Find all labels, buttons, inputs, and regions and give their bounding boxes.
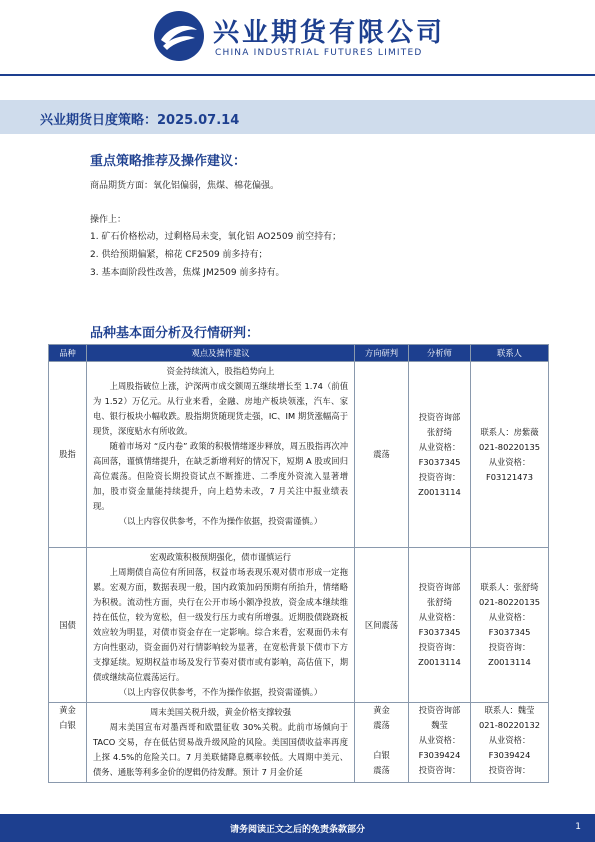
cell-line: 投资咨询： (488, 642, 531, 652)
opinion-title: 周末美国关税升级，黄金价格支撑较强 (149, 707, 292, 717)
cell-line: F3037345 (418, 627, 461, 637)
table-row (49, 362, 549, 548)
variety-cell: 股指 (49, 362, 87, 548)
cell-line: F3037345 (418, 456, 461, 467)
cell-line: F3039424 (488, 750, 531, 760)
page-footer (0, 814, 595, 842)
cell-line: 从业资格： (488, 456, 531, 467)
opinion-cell (87, 703, 355, 783)
table-row (49, 548, 549, 703)
opinion-paragraph: 上周股指破位上涨，沪深两市成交额周五继续增长至 1.74（前值为 1.52）万亿元。从行业来看，金融、房地产板块领涨，汽车、家电、银行板块小幅收跌。股指期货随现货走强，IC、IM 期货涨幅高于现货，深度贴水有所收敛。 (93, 381, 348, 436)
cell-line: 联系人：魏莹 (484, 705, 535, 715)
variety-cell: 国债 (49, 548, 87, 703)
company-logo-icon (153, 10, 205, 62)
cell-line: 021-80220135 (478, 597, 541, 607)
cell-line: F3039424 (418, 750, 461, 760)
contact-cell (471, 703, 549, 783)
operation-item: 3. 基本面阶段性改善，焦煤 JM2509 前多持有。 (90, 268, 285, 278)
opinion-paragraph: 周末美国宣布对墨西哥和欧盟征收 30%关税。此前市场倾向于 TACO 交易，存在低估贸易战升级风险的风险。美国国债收益率再度上探 4.5%的危险关口。7 月美联储降息概率较低。大周期中美元、债务、通胀等利多金价的逻辑仍待发酵。预计 7 月金价延 (93, 722, 348, 777)
direction-cell: 黄金 震荡 白银 震荡 (355, 703, 409, 783)
contact-cell (471, 548, 549, 703)
direction-cell: 区间震荡 (355, 548, 409, 703)
cell-line: 投资咨询部 (418, 705, 461, 715)
cell-line: 从业资格： (418, 735, 461, 745)
variety-cell: 黄金 白银 (49, 703, 87, 783)
cell-line: F03121473 (485, 471, 533, 482)
column-header: 分析师 (409, 345, 471, 362)
column-header: 联系人 (471, 345, 549, 362)
opinion-title: 宏观政策积极预期强化，债市谨慎运行 (149, 552, 292, 562)
cell-line: 投资咨询： (418, 471, 461, 482)
column-header: 方向研判 (355, 345, 409, 362)
opinion-paragraph: 上周期债自高位有所回落，权益市场表现乐观对债市形成一定拖累。宏观方面，数据表现一般，国内政策加码预期有所抬升，情绪略为积极。流动性方面，央行在公开市场小额净投放，资金成本继续维持在低位，较为宽松，但一级发行压力或有所增强。近期股债跷跷板效应较为明显，对债市资金存在一定影响。综合来看，宏观面仍未有方向性驱动，资金面仍对行情影响较为显著，在宽松背景下债市下方支撑延续。短期权益市场及发行节奏对债市或有影响，高估值下，期债或继续高位震荡运行。 (93, 567, 348, 682)
analyst-cell (409, 548, 471, 703)
cell-line: 张舒绮 (427, 597, 452, 607)
cell-line: 投资咨询： (418, 642, 461, 652)
cell-line: 投资咨询： (488, 765, 531, 775)
contact-cell (471, 362, 549, 548)
table-row (49, 703, 549, 783)
operations-label: 操作上： (90, 215, 127, 225)
section-heading-analysis: 品种基本面分析及行情研判： (90, 326, 260, 341)
cell-line: 联系人：张舒绮 (480, 582, 539, 592)
cell-line: 张舒绮 (427, 426, 452, 437)
company-name-cn: 兴业期货有限公司 (213, 18, 446, 48)
opinion-cell (87, 548, 355, 703)
operation-item: 2. 供给预期偏紧，棉花 CF2509 前多持有； (90, 250, 268, 260)
direction-cell: 震荡 (355, 362, 409, 548)
cell-line: 投资咨询部 (418, 582, 461, 592)
header-divider (0, 74, 595, 76)
column-header: 观点及操作建议 (87, 345, 355, 362)
page-number: 1 (575, 822, 581, 832)
cell-line: 从业资格： (418, 441, 461, 452)
cell-line: F3037345 (488, 627, 531, 637)
column-header: 品种 (49, 345, 87, 362)
analyst-cell (409, 703, 471, 783)
opinion-paragraph: 随着市场对 “反内卷” 政策的积极情绪逐步释放，周五股指再次冲高回落，谨慎情绪提升，在缺乏新增利好的情况下，短期 A 股或回归高位震荡。但险资长期投资试点不断推进、二季度外资流入显著增加，股市资金量能持续提升，向上趋势未改，7 月关注中报业绩表现。 (93, 441, 348, 511)
cell-line: 021-80220135 (478, 441, 541, 452)
page-title: 兴业期货日度策略：2025.07.14 (40, 113, 240, 128)
disclaimer-text: （以上内容仅供参考，不作为操作依据，投资需谨慎。） (118, 687, 323, 697)
disclaimer-note: 请务阅读正文之后的免责条款部分 (229, 825, 365, 835)
commodity-summary: 商品期货方面：氧化铝偏弱，焦煤、棉花偏强。 (90, 181, 280, 191)
page-header (0, 0, 595, 75)
cell-line: Z0013114 (418, 657, 461, 667)
cell-line: 联系人：房紫薇 (480, 426, 539, 437)
operation-item: 1. 矿石价格松动，过剩格局未变，氧化铝 AO2509 前空持有； (90, 232, 342, 242)
cell-line: Z0013114 (488, 657, 531, 667)
company-name-en: CHINA INDUSTRIAL FUTURES LIMITED (215, 48, 423, 58)
cell-line: 从业资格： (488, 612, 531, 622)
cell-line: 从业资格： (488, 735, 531, 745)
opinion-title: 资金持续流入，股指趋势向上 (166, 366, 275, 376)
cell-line: 投资咨询： (418, 765, 461, 775)
cell-line: 021-80220132 (478, 720, 541, 730)
opinion-cell (87, 362, 355, 548)
disclaimer-text: （以上内容仅供参考，不作为操作依据，投资需谨慎。） (118, 516, 323, 526)
cell-line: 从业资格： (418, 612, 461, 622)
cell-line: 魏莹 (431, 720, 448, 730)
title-bar (0, 100, 595, 134)
analysis-table (48, 344, 549, 783)
analyst-cell (409, 362, 471, 548)
company-logo (153, 10, 446, 66)
table-header-row (49, 345, 549, 362)
cell-line: 投资咨询部 (418, 411, 461, 422)
cell-line: Z0013114 (418, 486, 461, 497)
section-heading-strategy: 重点策略推荐及操作建议： (90, 154, 247, 169)
